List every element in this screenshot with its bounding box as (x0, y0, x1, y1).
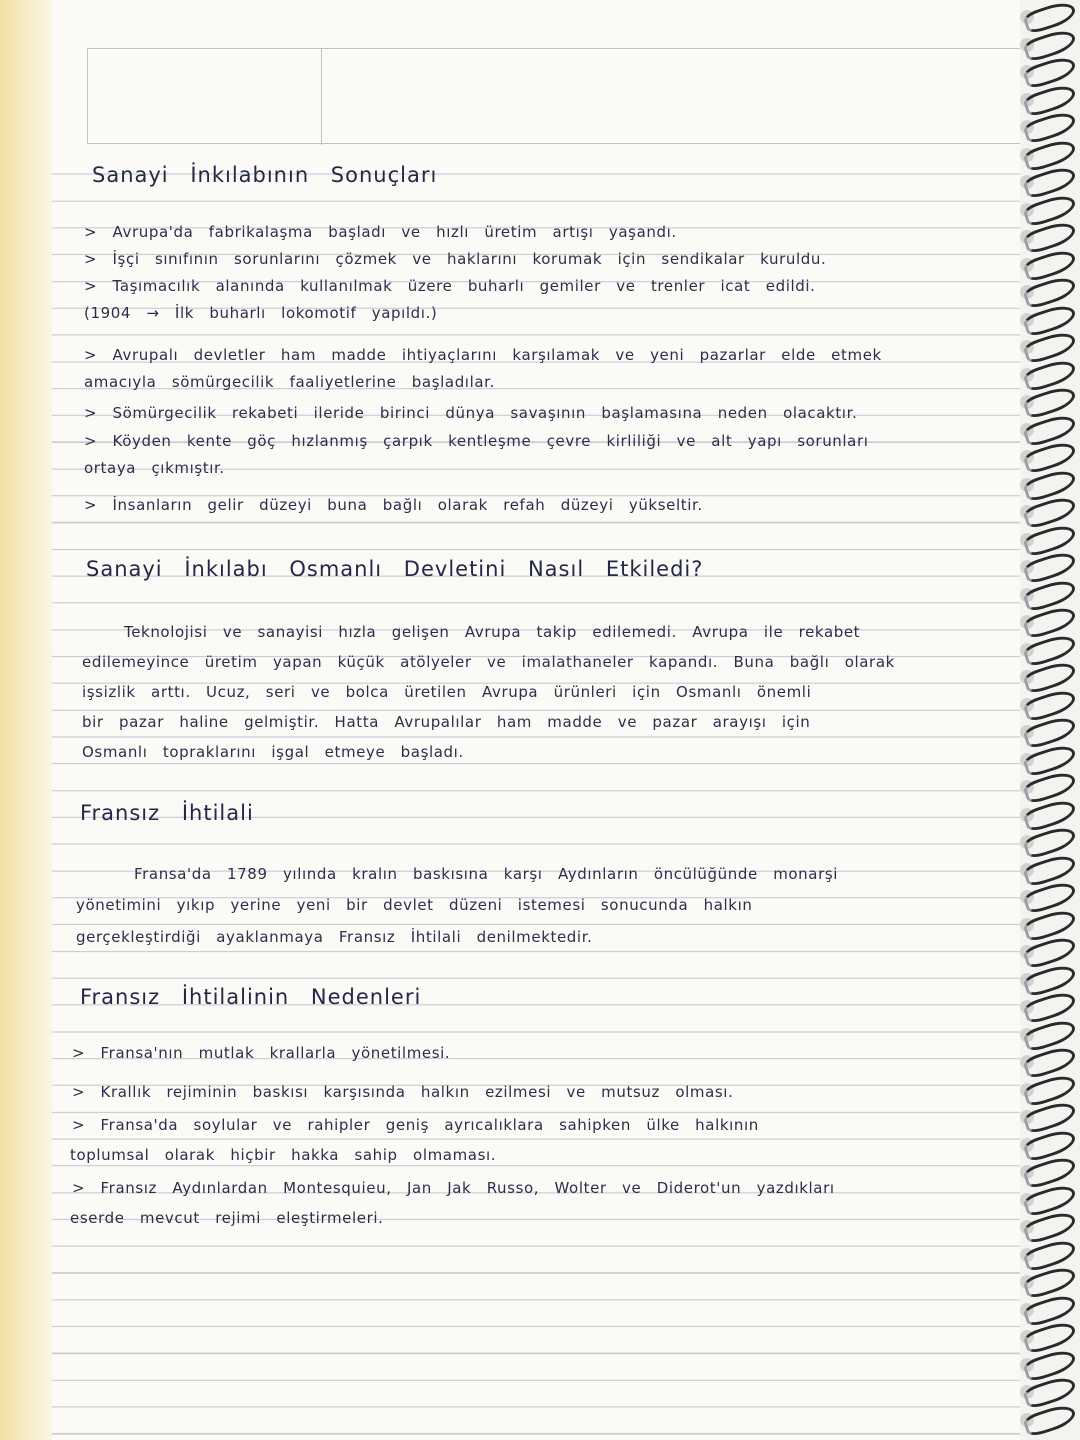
note-line: Fransa'da 1789 yılında kralın baskısına karşı Aydınların öncülüğünde monarşi (134, 865, 839, 883)
note-line: > İnsanların gelir düzeyi buna bağlı olarak refah düzeyi yükseltir. (84, 496, 703, 514)
note-line: edilemeyince üretim yapan küçük atölyeler ve imalathaneler kapandı. Buna bağlı olarak (82, 653, 895, 671)
note-line: yönetimini yıkıp yerine yeni bir devlet düzeni istemesi sonucunda halkın (76, 896, 753, 914)
note-line: Teknolojisi ve sanayisi hızla gelişen Avrupa takip edilemedi. Avrupa ile rekabet (124, 623, 861, 641)
note-line: > Taşımacılık alanında kullanılmak üzere buharlı gemiler ve trenler icat edildi. (84, 277, 816, 295)
note-line: > Krallık rejiminin baskısı karşısında halkın ezilmesi ve mutsuz olması. (72, 1083, 734, 1101)
note-line: gerçekleştirdiği ayaklanmaya Fransız İhtilali denilmektedir. (76, 928, 593, 946)
note-line: > İşçi sınıfının sorunlarını çözmek ve haklarını korumak için sendikalar kuruldu. (84, 250, 827, 268)
note-line: işsizlik arttı. Ucuz, seri ve bolca üretilen Avrupa ürünleri için Osmanlı önemli (82, 683, 812, 701)
note-line: > Köyden kente göç hızlanmış çarpık kentleşme çevre kirliliği ve alt yapı sorunları (84, 432, 869, 450)
header-box (87, 48, 1032, 144)
section-heading-sanayi-sonuclari: Sanayi İnkılabının Sonuçları (92, 163, 438, 187)
note-line: > Fransız Aydınlardan Montesquieu, Jan Jak Russo, Wolter ve Diderot'un yazdıkları (72, 1179, 835, 1197)
note-line: amacıyla sömürgecilik faaliyetlerine başladılar. (84, 373, 495, 391)
note-line: eserde mevcut rejimi eleştirmeleri. (70, 1209, 384, 1227)
note-line: toplumsal olarak hiçbir hakka sahip olmaması. (70, 1146, 497, 1164)
page-edge-shadow (0, 0, 60, 1440)
note-line: bir pazar haline gelmiştir. Hatta Avrupalılar ham madde ve pazar arayışı için (82, 713, 811, 731)
header-divider (321, 49, 322, 145)
note-line: > Fransa'nın mutlak krallarla yönetilmesi. (72, 1044, 451, 1062)
note-line: > Avrupalı devletler ham madde ihtiyaçlarını karşılamak ve yeni pazarlar elde etmek (84, 346, 882, 364)
notebook-page (52, 0, 1027, 1440)
note-line: > Avrupa'da fabrikalaşma başladı ve hızlı üretim artışı yaşandı. (84, 223, 677, 241)
note-line: > Sömürgecilik rekabeti ileride birinci dünya savaşının başlamasına neden olacaktır. (84, 404, 858, 422)
section-heading-ihtilal-nedenleri: Fransız İhtilalinin Nedenleri (80, 985, 422, 1009)
note-line: > Fransa'da soylular ve rahipler geniş ayrıcalıklara sahipken ülke halkının (72, 1116, 759, 1134)
section-heading-osmanli-etkisi: Sanayi İnkılabı Osmanlı Devletini Nasıl Etkiledi? (86, 557, 704, 581)
note-line: Osmanlı topraklarını işgal etmeye başladı. (82, 743, 464, 761)
spiral-coil (1022, 0, 1078, 35)
spiral-binding (1020, 0, 1080, 1440)
section-heading-fransiz-ihtilali: Fransız İhtilali (80, 801, 254, 825)
note-line: ortaya çıkmıştır. (84, 459, 225, 477)
note-line: (1904 → İlk buharlı lokomotif yapıldı.) (84, 304, 438, 322)
